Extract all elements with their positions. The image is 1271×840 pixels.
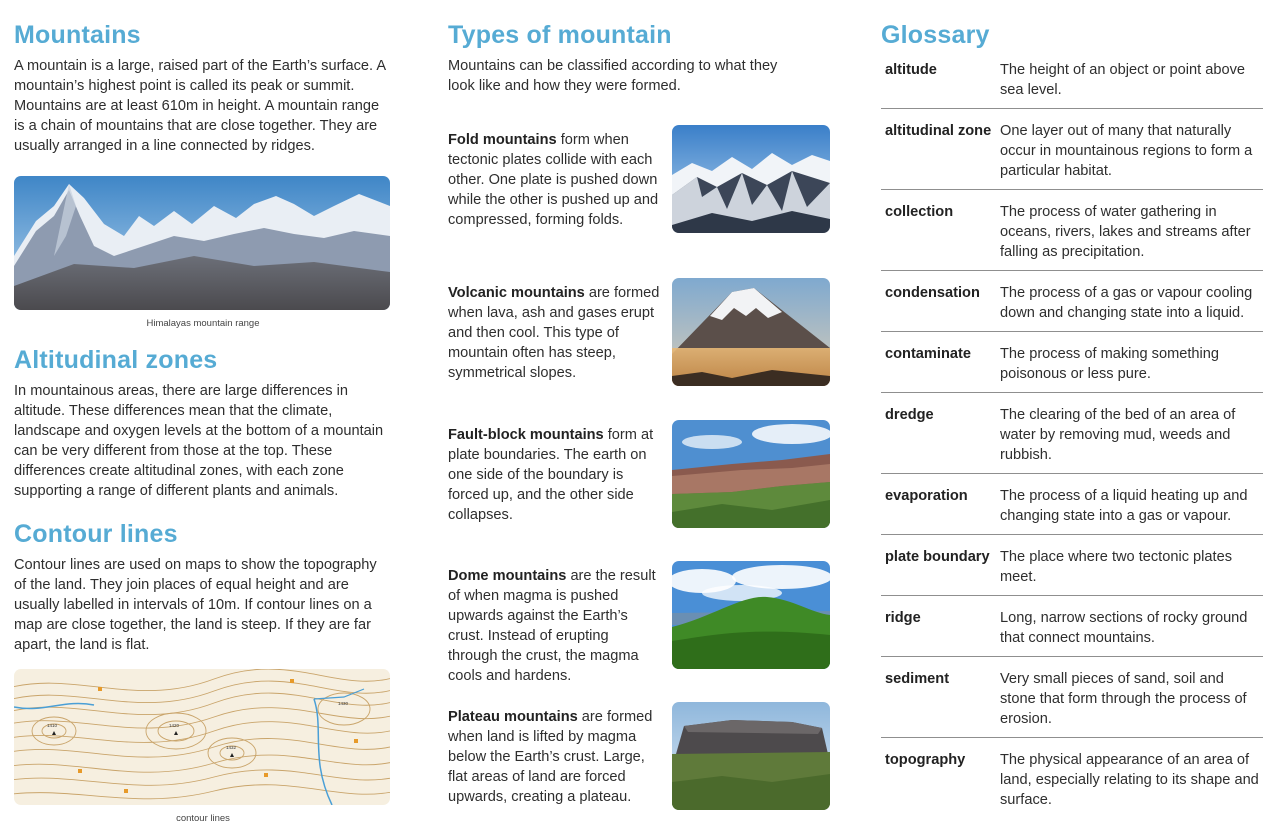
fault-block-mountains-photo [672,420,830,528]
volcanic-mountains-text: Volcanic mountains are formed when lava, ash and gases erupt and then cool. This type of mountain often has steep, symmetrical slopes. [448,285,660,381]
glossary-term: altitudinal zone [885,123,992,139]
glossary-term: plate boundary [885,549,990,565]
volcanic-mountains-item [448,283,832,383]
fault-block-mountains-label: Fault-block mountains [448,427,604,443]
dome-mountains-text: Dome mountains are the result of when magma is pushed upwards against the Earth’s crust. Instead of erupting through the crust, the magma cools and hardens. [448,568,656,684]
plateau-mountains-illustration [672,702,830,810]
fold-mountains-text: Fold mountains form when tectonic plates collide with each other. One plate is pushed down while the other is pushed up and compressed, forming folds. [448,132,659,228]
mountains-heading: Mountains [14,21,141,49]
dome-mountains-illustration [672,561,830,669]
glossary-definition: One layer out of many that naturally occur in mountainous regions to form a particular habitat. [1000,123,1253,179]
glossary-entry [881,596,1263,657]
glossary-definition: The process of water gathering in oceans, rivers, lakes and streams after falling as precipitation. [1000,204,1251,260]
types-of-mountain-heading: Types of mountain [448,21,672,49]
glossary-definition: Very small pieces of sand, soil and stone that form through the process of erosion. [1000,671,1247,727]
dome-mountains-photo [672,561,830,669]
volcanic-mountains-illustration [672,278,830,386]
glossary-term: sediment [885,671,950,687]
contour-lines-caption: contour lines [176,813,230,824]
fold-mountains-label: Fold mountains [448,132,557,148]
glossary-heading: Glossary [881,21,990,49]
mountains-paragraph: A mountain is a large, raised part of the Earth’s surface. A mountain’s highest point is called its peak or summit. Mountains are at least 610m in height. A mountain range is a chain of mountains that are close together. They are usually arranged in a line connected by ridges. [14,58,386,154]
altitudinal-zones-heading: Altitudinal zones [14,346,218,374]
himalayas-photo [14,176,390,310]
glossary-definition: The place where two tectonic plates meet. [1000,549,1233,585]
glossary-term: collection [885,204,954,220]
plateau-mountains-text: Plateau mountains are formed when land is lifted by magma below the Earth’s crust. Large, flat areas of land are forced upwards, creating a plateau. [448,709,653,805]
contour-map-illustration [14,669,390,805]
glossary-definition: The height of an object or point above sea level. [1000,62,1246,98]
himalayas-caption: Himalayas mountain range [146,318,260,329]
spot-height-label: 1410 [47,723,58,728]
spot-height-label: 1420 [169,723,180,728]
glossary-definition: The clearing of the bed of an area of water by removing mud, weeds and rubbish. [1000,407,1236,463]
fold-mountains-photo [672,125,830,233]
spot-height-label: 1430 [338,701,349,706]
glossary-definition: The process of making something poisonous or less pure. [1000,346,1220,382]
plateau-mountains-item [448,707,832,807]
glossary-entry [881,190,1263,271]
fold-mountains-item [448,130,832,230]
glossary-list [881,58,1263,818]
glossary-term: topography [885,752,966,768]
glossary-entry [881,738,1263,818]
fault-block-mountains-illustration [672,420,830,528]
types-intro-paragraph: Mountains can be classified according to what they look like and how they were formed. [448,58,778,94]
fault-block-mountains-text: Fault-block mountains form at plate boundaries. The earth on one side of the boundary is forced up, and the other side collapses. [448,427,654,523]
glossary-definition: The physical appearance of an area of land, especially relating to its shape and surface. [1000,752,1259,808]
glossary-entry [881,58,1263,109]
column-middle [448,18,832,828]
contour-map-image [14,669,390,805]
glossary-entry [881,535,1263,596]
glossary-term: ridge [885,610,921,626]
glossary-entry [881,271,1263,332]
volcanic-mountains-photo [672,278,830,386]
glossary-entry [881,657,1263,738]
contour-lines-heading: Contour lines [14,520,178,548]
fold-mountains-illustration [672,125,830,233]
glossary-entry [881,109,1263,190]
fault-block-mountains-item [448,425,832,525]
plateau-mountains-photo [672,702,830,810]
glossary-definition: Long, narrow sections of rocky ground that connect mountains. [1000,610,1248,646]
contour-lines-paragraph: Contour lines are used on maps to show the topography of the land. They join places of equal height and are usually labelled in intervals of 10m. If contour lines on a map are close together, the land is steep. If they are far apart, the land is flat. [14,557,377,653]
glossary-term: altitude [885,62,937,78]
glossary-term: evaporation [885,488,968,504]
volcanic-mountains-label: Volcanic mountains [448,285,585,301]
glossary-term: condensation [885,285,980,301]
glossary-term: dredge [885,407,934,423]
glossary-entry [881,474,1263,535]
column-left [14,18,392,824]
dome-mountains-label: Dome mountains [448,568,567,584]
himalayas-illustration [14,176,390,310]
glossary-definition: The process of a gas or vapour cooling down and changing state into a liquid. [1000,285,1253,321]
plateau-mountains-label: Plateau mountains [448,709,578,725]
altitudinal-zones-paragraph: In mountainous areas, there are large differences in altitude. These differences mean that the climate, landscape and oxygen levels at the bottom of a mountain can be very different from those at the top. These differences create altitudinal zones, with each zone supporting a range of different plants and animals. [14,383,384,499]
dome-mountains-item [448,566,832,686]
spot-height-label: 1432 [226,745,237,750]
column-right [881,18,1263,818]
glossary-term: contaminate [885,346,971,362]
glossary-entry [881,393,1263,474]
glossary-entry [881,332,1263,393]
glossary-definition: The process of a liquid heating up and changing state into a gas or vapour. [1000,488,1248,524]
